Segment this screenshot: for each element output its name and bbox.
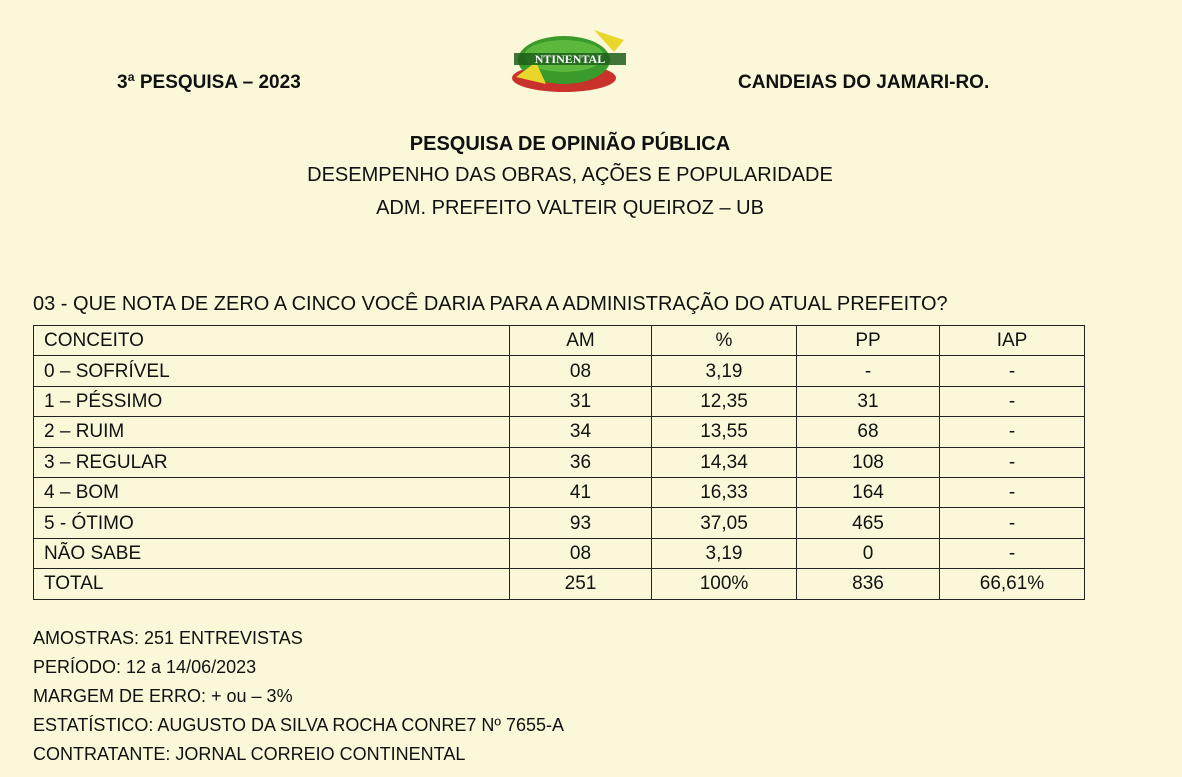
table-row <box>34 477 1085 507</box>
table-cell: - <box>940 477 1085 507</box>
table-cell: 08 <box>510 356 652 386</box>
table-cell: 0 – SOFRÍVEL <box>34 356 510 386</box>
city-name: CANDEIAS DO JAMARI-RO. <box>738 72 990 93</box>
header-cell: % <box>652 326 797 356</box>
table-row <box>34 356 1085 386</box>
table-cell: 251 <box>510 569 652 599</box>
table-cell: 2 – RUIM <box>34 417 510 447</box>
header-cell: CONCEITO <box>34 326 510 356</box>
table-cell: 0 <box>797 538 940 568</box>
statistician-note: ESTATÍSTICO: AUGUSTO DA SILVA ROCHA CONRE7 Nº 7655-A <box>33 715 565 735</box>
continental-logo <box>506 22 634 96</box>
table-cell: 08 <box>510 538 652 568</box>
table-cell: 16,33 <box>652 477 797 507</box>
methodology-notes <box>33 624 564 769</box>
period-note: PERÍODO: 12 a 14/06/2023 <box>33 657 257 677</box>
table-cell: 14,34 <box>652 447 797 477</box>
table-cell: 31 <box>797 386 940 416</box>
table-total-row <box>34 569 1085 599</box>
table-cell: 13,55 <box>652 417 797 447</box>
margin-of-error-note: MARGEM DE ERRO: + ou – 3% <box>33 686 293 706</box>
table-cell: 68 <box>797 417 940 447</box>
table-cell: - <box>940 417 1085 447</box>
page-subtitle-2: ADM. PREFEITO VALTEIR QUEIROZ – UB <box>376 197 764 219</box>
page-title: PESQUISA DE OPINIÃO PÚBLICA <box>409 133 731 155</box>
page-subtitle-1: DESEMPENHO DAS OBRAS, AÇÕES E POPULARIDADE <box>307 164 833 186</box>
logo-wordmark: NTINENTAL <box>534 52 606 66</box>
table-cell: 4 – BOM <box>34 477 510 507</box>
table-row <box>34 508 1085 538</box>
table-cell: 5 - ÓTIMO <box>34 508 510 538</box>
table-cell: 66,61% <box>940 569 1085 599</box>
table-cell: 36 <box>510 447 652 477</box>
table-cell: 34 <box>510 417 652 447</box>
table-cell: 836 <box>797 569 940 599</box>
table-cell: - <box>940 508 1085 538</box>
table-cell: 1 – PÉSSIMO <box>34 386 510 416</box>
header-cell: IAP <box>940 326 1085 356</box>
table-cell: 465 <box>797 508 940 538</box>
table-cell: - <box>797 356 940 386</box>
table-header-row <box>34 326 1085 356</box>
table-cell: 41 <box>510 477 652 507</box>
table-cell: 108 <box>797 447 940 477</box>
sample-size-note: AMOSTRAS: 251 ENTREVISTAS <box>33 628 303 648</box>
table-cell: 3,19 <box>652 538 797 568</box>
table-cell: - <box>940 538 1085 568</box>
table-cell: 12,35 <box>652 386 797 416</box>
table-row <box>34 447 1085 477</box>
table-cell: 3 – REGULAR <box>34 447 510 477</box>
table-cell: 31 <box>510 386 652 416</box>
table-row <box>34 417 1085 447</box>
table-cell: - <box>940 447 1085 477</box>
table-cell: 3,19 <box>652 356 797 386</box>
table-row <box>34 386 1085 416</box>
question-text: 03 - QUE NOTA DE ZERO A CINCO VOCÊ DARIA PARA A ADMINISTRAÇÃO DO ATUAL PREFEITO? <box>33 293 948 315</box>
table-cell: 93 <box>510 508 652 538</box>
survey-number: 3ª PESQUISA – 2023 <box>117 72 301 93</box>
results-table <box>33 325 1085 600</box>
table-cell: NÃO SABE <box>34 538 510 568</box>
header-cell: PP <box>797 326 940 356</box>
contractor-note: CONTRATANTE: JORNAL CORREIO CONTINENTAL <box>33 744 466 764</box>
table-cell: 37,05 <box>652 508 797 538</box>
table-cell: 164 <box>797 477 940 507</box>
table-cell: TOTAL <box>34 569 510 599</box>
table-row <box>34 538 1085 568</box>
table-cell: - <box>940 386 1085 416</box>
table-cell: 100% <box>652 569 797 599</box>
table-cell: - <box>940 356 1085 386</box>
header-cell: AM <box>510 326 652 356</box>
